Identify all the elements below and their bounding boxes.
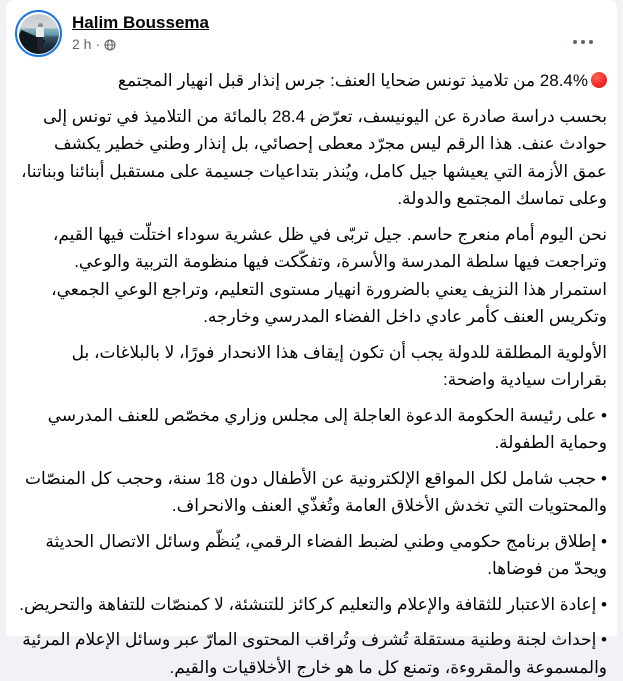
red-circle-emoji — [591, 72, 607, 88]
post-bullet: • إطلاق برنامج حكومي وطني لضبط الفضاء الرقمي، يُنظّم وسائل الاتصال الحديثة ويحدّ من فوضاها. — [45, 531, 607, 578]
post-content — [15, 64, 608, 681]
avatar-person-shirt — [36, 27, 44, 37]
author-name[interactable]: Halim Boussema — [72, 13, 209, 32]
post-bullet: • حجب شامل لكل المواقع الإلكترونية عن الأطفال دون 18 سنة، وحجب كل المنصّات والمحتويات التي تخدش الأخلاق العامة وتُغذّي العنف والانحراف. — [25, 468, 607, 515]
three-dots-icon — [573, 40, 578, 45]
avatar[interactable] — [15, 10, 62, 57]
post-paragraph: الأولوية المطلقة للدولة يجب أن تكون إيقاف هذا الانحدار فورًا، لا بالبلاغات، بل بقرارات سيادية واضحة: — [71, 342, 607, 389]
post-title: 28.4% من تلاميذ تونس ضحايا العنف: جرس إنذار قبل انهيار المجتمع — [117, 71, 588, 90]
post-header — [15, 9, 608, 64]
header-text-block — [72, 10, 209, 52]
avatar-person-pants — [37, 37, 43, 50]
post-paragraph: نحن اليوم أمام منعرج حاسم. جيل تربّى في ظل عشرية سوداء اختلّت فيها القيم، وتراجعت فيها سلطة المدرسة والأسرة، وتفكّكت فيها منظومة التربية والوعي. استمرار هذا النزيف يعني بالضرورة انهيار مستوى التعليم، وتراجع الوعي الجمعي، وتكريس العنف كأمر عادي داخل الفضاء المدرسي وخارجه. — [51, 224, 607, 326]
three-dots-icon — [581, 40, 586, 45]
post-title-line — [16, 67, 607, 95]
post-paragraph: بحسب دراسة صادرة عن اليونيسف، تعرّض 28.4 بالمائة من التلاميذ في تونس إلى حوادث عنف. هذا الرقم ليس مجرّد معطى إحصائي، بل إنذار وطني خطير يكشف عمق الأزمة التي يعيشها جيل كامل، ويُنذر بتداعيات جسيمة على مستقبل أبنائنا وبناتنا، وعلى تماسك المجتمع والدولة. — [21, 106, 607, 208]
globe-icon — [104, 38, 116, 50]
more-options-button[interactable] — [566, 31, 600, 53]
avatar-photo — [19, 14, 59, 54]
post-timestamp[interactable]: 2 h — [72, 36, 92, 52]
post-bullet: • إحداث لجنة وطنية مستقلة تُشرف وتُراقب المحتوى المارّ عبر وسائل الإعلام المرئية والمسموعة والمقروءة، وتمنع كل ما هو خارج الأخلاقيات والقيم. — [22, 630, 607, 677]
post-meta — [72, 36, 209, 52]
three-dots-icon — [589, 40, 594, 45]
post-card — [6, 0, 617, 677]
post-bullet: • إعادة الاعتبار للثقافة والإعلام والتعليم كركائز للتنشئة، لا كمنصّات للتفاهة والتحريض. — [19, 594, 607, 614]
post-bullet: • على رئيسة الحكومة الدعوة العاجلة إلى مجلس وزاري مخصّص للعنف المدرسي وحماية الطفولة. — [47, 405, 607, 452]
meta-separator: · — [95, 36, 101, 52]
